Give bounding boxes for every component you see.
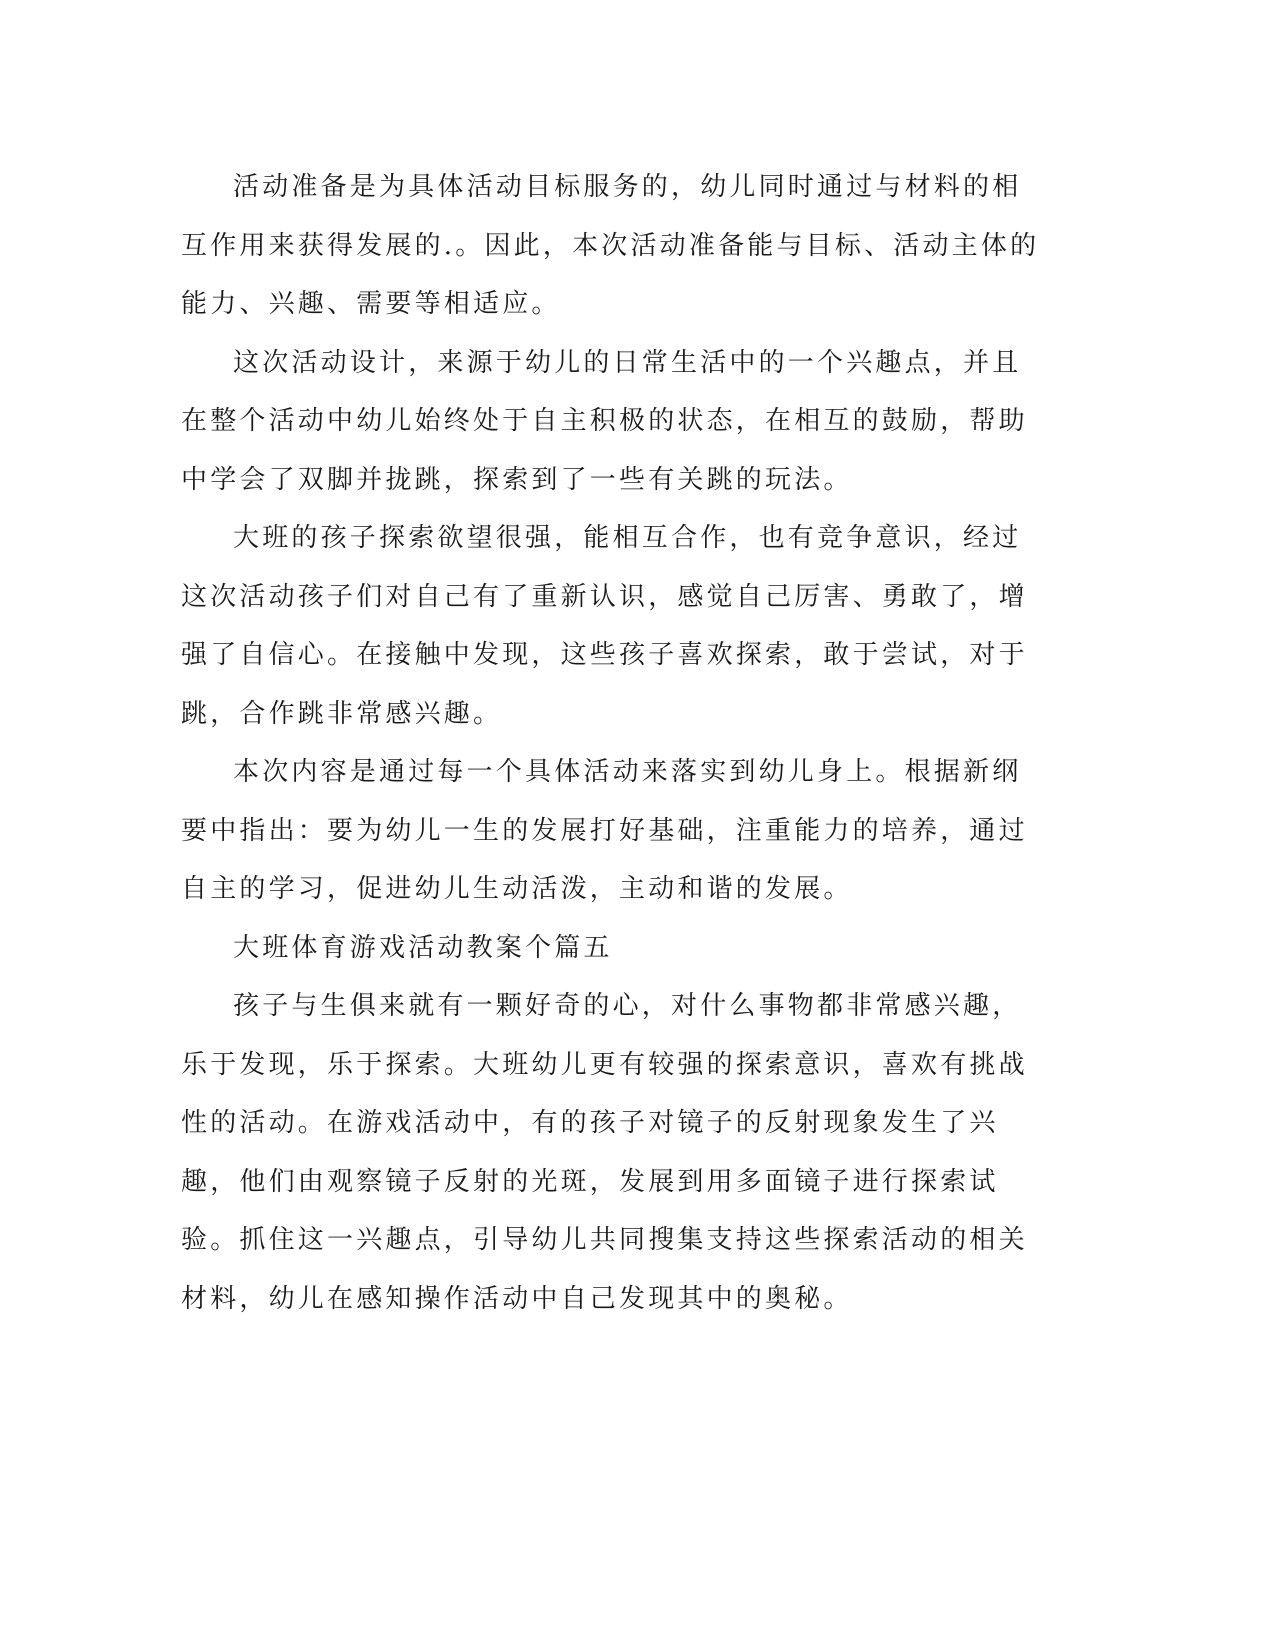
section-title: 大班体育游戏活动教案个篇五 bbox=[233, 932, 613, 963]
paragraph-content-guideline: 本次内容是通过每一个具体活动来落实到幼儿身上。根据新纲要中指出：要为幼儿一生的发展打好基础，注重能力的培养，通过自主的学习，促进幼儿生动活泼，主动和谐的发展。 bbox=[181, 757, 1028, 904]
paragraph-activity-design: 这次活动设计，来源于幼儿的日常生活中的一个兴趣点，并且在整个活动中幼儿始终处于自主积极的状态，在相互的鼓励，帮助中学会了双脚并拢跳，探索到了一些有关跳的玩法。 bbox=[181, 347, 1028, 495]
paragraph-children-exploration: 大班的孩子探索欲望很强，能相互合作，也有竞争意识，经过这次活动孩子们对自己有了重新认识，感觉自己厉害、勇敢了，增强了自信心。在接触中发现，这些孩子喜欢探索，敢于尝试，对于跳，合作跳非常感兴趣。 bbox=[181, 523, 1028, 729]
paragraph-mirror-exploration: 孩子与生俱来就有一颗好奇的心，对什么事物都非常感兴趣，乐于发现，乐于探索。大班幼儿更有较强的探索意识，喜欢有挑战性的活动。在游戏活动中，有的孩子对镜子的反射现象发生了兴趣，他们由观察镜子反射的光斑，发展到用多面镜子进行探索试验。抓住这一兴趣点，引导幼儿共同搜集支持这些探索活动的相关材料，幼儿在感知操作活动中自己发现其中的奥秘。 bbox=[181, 991, 1028, 1314]
document-body bbox=[181, 158, 1041, 1328]
paragraph-activity-preparation: 活动准备是为具体活动目标服务的，幼儿同时通过与材料的相互作用来获得发展的.。因此，本次活动准备能与目标、活动主体的能力、兴趣、需要等相适应。 bbox=[181, 172, 1040, 319]
